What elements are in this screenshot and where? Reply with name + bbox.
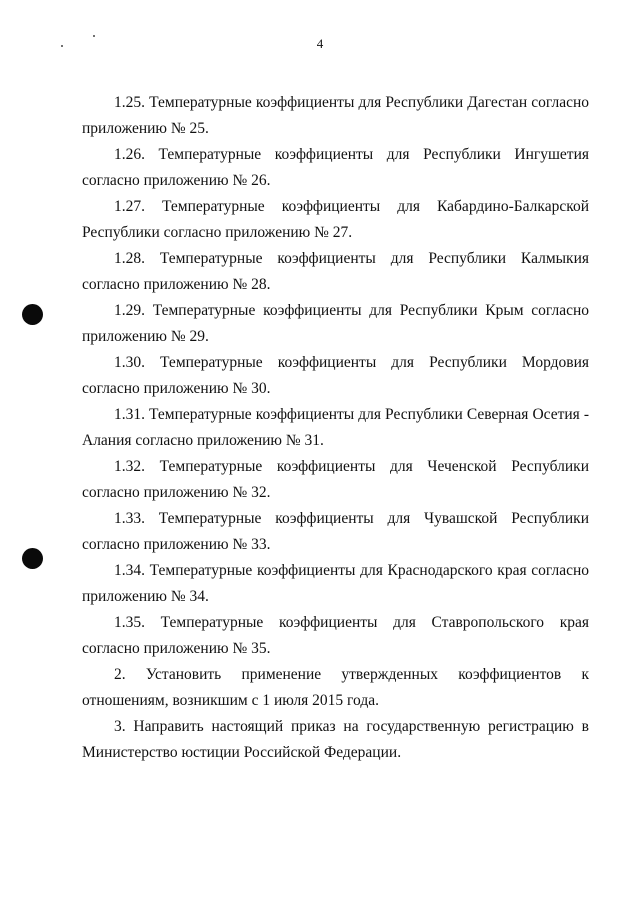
punch-hole-mark	[22, 304, 43, 325]
paragraph-1-35: 1.35. Температурные коэффициенты для Ставропольского края согласно приложению № 35.	[82, 614, 589, 657]
paragraph-1-28: 1.28. Температурные коэффициенты для Республики Калмыкия согласно приложению № 28.	[82, 250, 589, 293]
paragraph-3: 3. Направить настоящий приказ на государственную регистрацию в Министерство юстиции Российской Федерации.	[82, 718, 589, 761]
paragraph-1-30: 1.30. Температурные коэффициенты для Республики Мордовия согласно приложению № 30.	[82, 354, 589, 397]
page-number: 4	[316, 36, 324, 51]
paragraph-1-34: 1.34. Температурные коэффициенты для Краснодарского края согласно приложению № 34.	[82, 562, 589, 605]
document-body	[82, 90, 589, 766]
paragraph-2: 2. Установить применение утвержденных коэффициентов к отношениям, возникшим с 1 июля 2015 года.	[82, 666, 589, 709]
paragraph-1-27: 1.27. Температурные коэффициенты для Кабардино-Балкарской Республики согласно приложению № 27.	[82, 198, 589, 241]
paragraph-1-29: 1.29. Температурные коэффициенты для Республики Крым согласно приложению № 29.	[82, 302, 589, 345]
paragraph-1-25: 1.25. Температурные коэффициенты для Республики Дагестан согласно приложению № 25.	[82, 94, 589, 137]
paragraph-1-26: 1.26. Температурные коэффициенты для Республики Ингушетия согласно приложению № 26.	[82, 146, 589, 189]
paragraph-1-31: 1.31. Температурные коэффициенты для Республики Северная Осетия - Алания согласно приложению № 31.	[82, 406, 589, 449]
punch-hole-mark	[22, 548, 43, 569]
paragraph-1-33: 1.33. Температурные коэффициенты для Чувашской Республики согласно приложению № 33.	[82, 510, 589, 553]
paragraph-1-32: 1.32. Температурные коэффициенты для Чеченской Республики согласно приложению № 32.	[82, 458, 589, 501]
